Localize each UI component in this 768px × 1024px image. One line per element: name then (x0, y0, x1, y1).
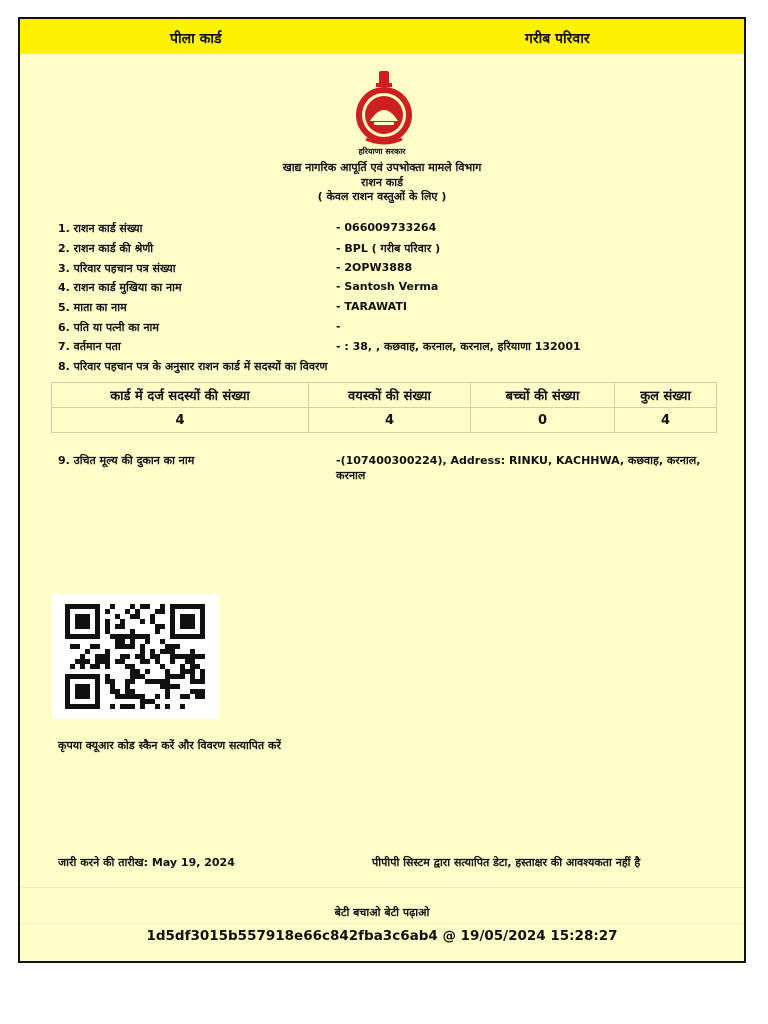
table-cell: 0 (471, 408, 615, 433)
issue-date: जारी करने की तारीख: May 19, 2024 (58, 856, 235, 869)
hash-timestamp: 1d5df3015b557918e66c842fba3c6ab4 @ 19/05/2024 15:28:27 (146, 928, 618, 944)
department-name: खाद्य नागरिक आपूर्ति एवं उपभोक्ता मामले विभाग (282, 161, 482, 174)
card-header-bar (20, 19, 744, 54)
table-header-cell: कार्ड में दर्ज सदस्यों की संख्या (52, 383, 309, 408)
footer-divider (20, 887, 744, 888)
field-value-family-id: - 2OPW3888 (336, 261, 413, 274)
field-value-head-name: - Santosh Verma (336, 280, 439, 293)
slogan: बेटी बचाओ बेटी पढ़ाओ (334, 906, 430, 919)
field-label-spouse-name: 6. पति या पत्नी का नाम (58, 321, 159, 334)
table-header-cell: कुल संख्या (615, 383, 717, 408)
table-cell: 4 (615, 408, 717, 433)
field-label-family-id: 3. परिवार पहचान पत्र संख्या (58, 262, 176, 275)
field-label-mother-name: 5. माता का नाम (58, 301, 127, 314)
usage-note: ( केवल राशन वस्तुओं के लिए ) (317, 190, 447, 203)
table-cell: 4 (52, 408, 309, 433)
table-cell: 4 (309, 408, 471, 433)
field-value-card-number: - 066009733264 (336, 221, 437, 234)
field-label-members-detail: 8. परिवार पहचान पत्र के अनुसार राशन कार्ड में सदस्यों का विवरण (58, 360, 328, 373)
shop-value-line-2: करनाल (336, 469, 366, 482)
field-label-head-name: 4. राशन कार्ड मुखिया का नाम (58, 281, 182, 294)
table-header-cell: बच्चों की संख्या (471, 383, 615, 408)
members-table (51, 382, 717, 433)
ration-card (18, 17, 746, 963)
footer-divider (20, 923, 744, 924)
verification-note: पीपीपी सिस्टम द्वारा सत्यापित डेटा, हस्ताक्षर की आवश्यकता नहीं है (372, 856, 641, 869)
shop-label: 9. उचित मूल्य की दुकान का नाम (58, 454, 195, 467)
members-table-header-row (52, 383, 717, 408)
family-category-title: गरीब परिवार (525, 31, 590, 47)
shop-value-line-1: -(107400300224), Address: RINKU, KACHHWA, कछवाह, करनाल, (336, 454, 701, 467)
government-name: हरियाणा सरकार (358, 147, 406, 156)
field-label-address: 7. वर्तमान पता (58, 340, 121, 353)
field-value-mother-name: - TARAWATI (336, 300, 407, 313)
qr-code-panel (52, 594, 219, 719)
field-value-address: - : 38, , कछवाह, करनाल, करनाल, हरियाणा 132001 (336, 340, 581, 353)
field-value-spouse-name: - (336, 320, 341, 333)
qr-code-icon (65, 604, 205, 709)
field-value-category: - BPL ( गरीब परिवार ) (336, 242, 441, 255)
card-name: राशन कार्ड (361, 176, 403, 189)
qr-instruction: कृपया क्यूआर कोड स्कैन करें और विवरण सत्यापित करें (58, 739, 281, 752)
field-label-card-number: 1. राशन कार्ड संख्या (58, 222, 143, 235)
haryana-emblem-icon (346, 69, 422, 149)
table-header-cell: वयस्कों की संख्या (309, 383, 471, 408)
field-label-category: 2. राशन कार्ड की श्रेणी (58, 242, 154, 255)
members-table-row (52, 408, 717, 433)
card-type-title: पीला कार्ड (170, 31, 222, 47)
